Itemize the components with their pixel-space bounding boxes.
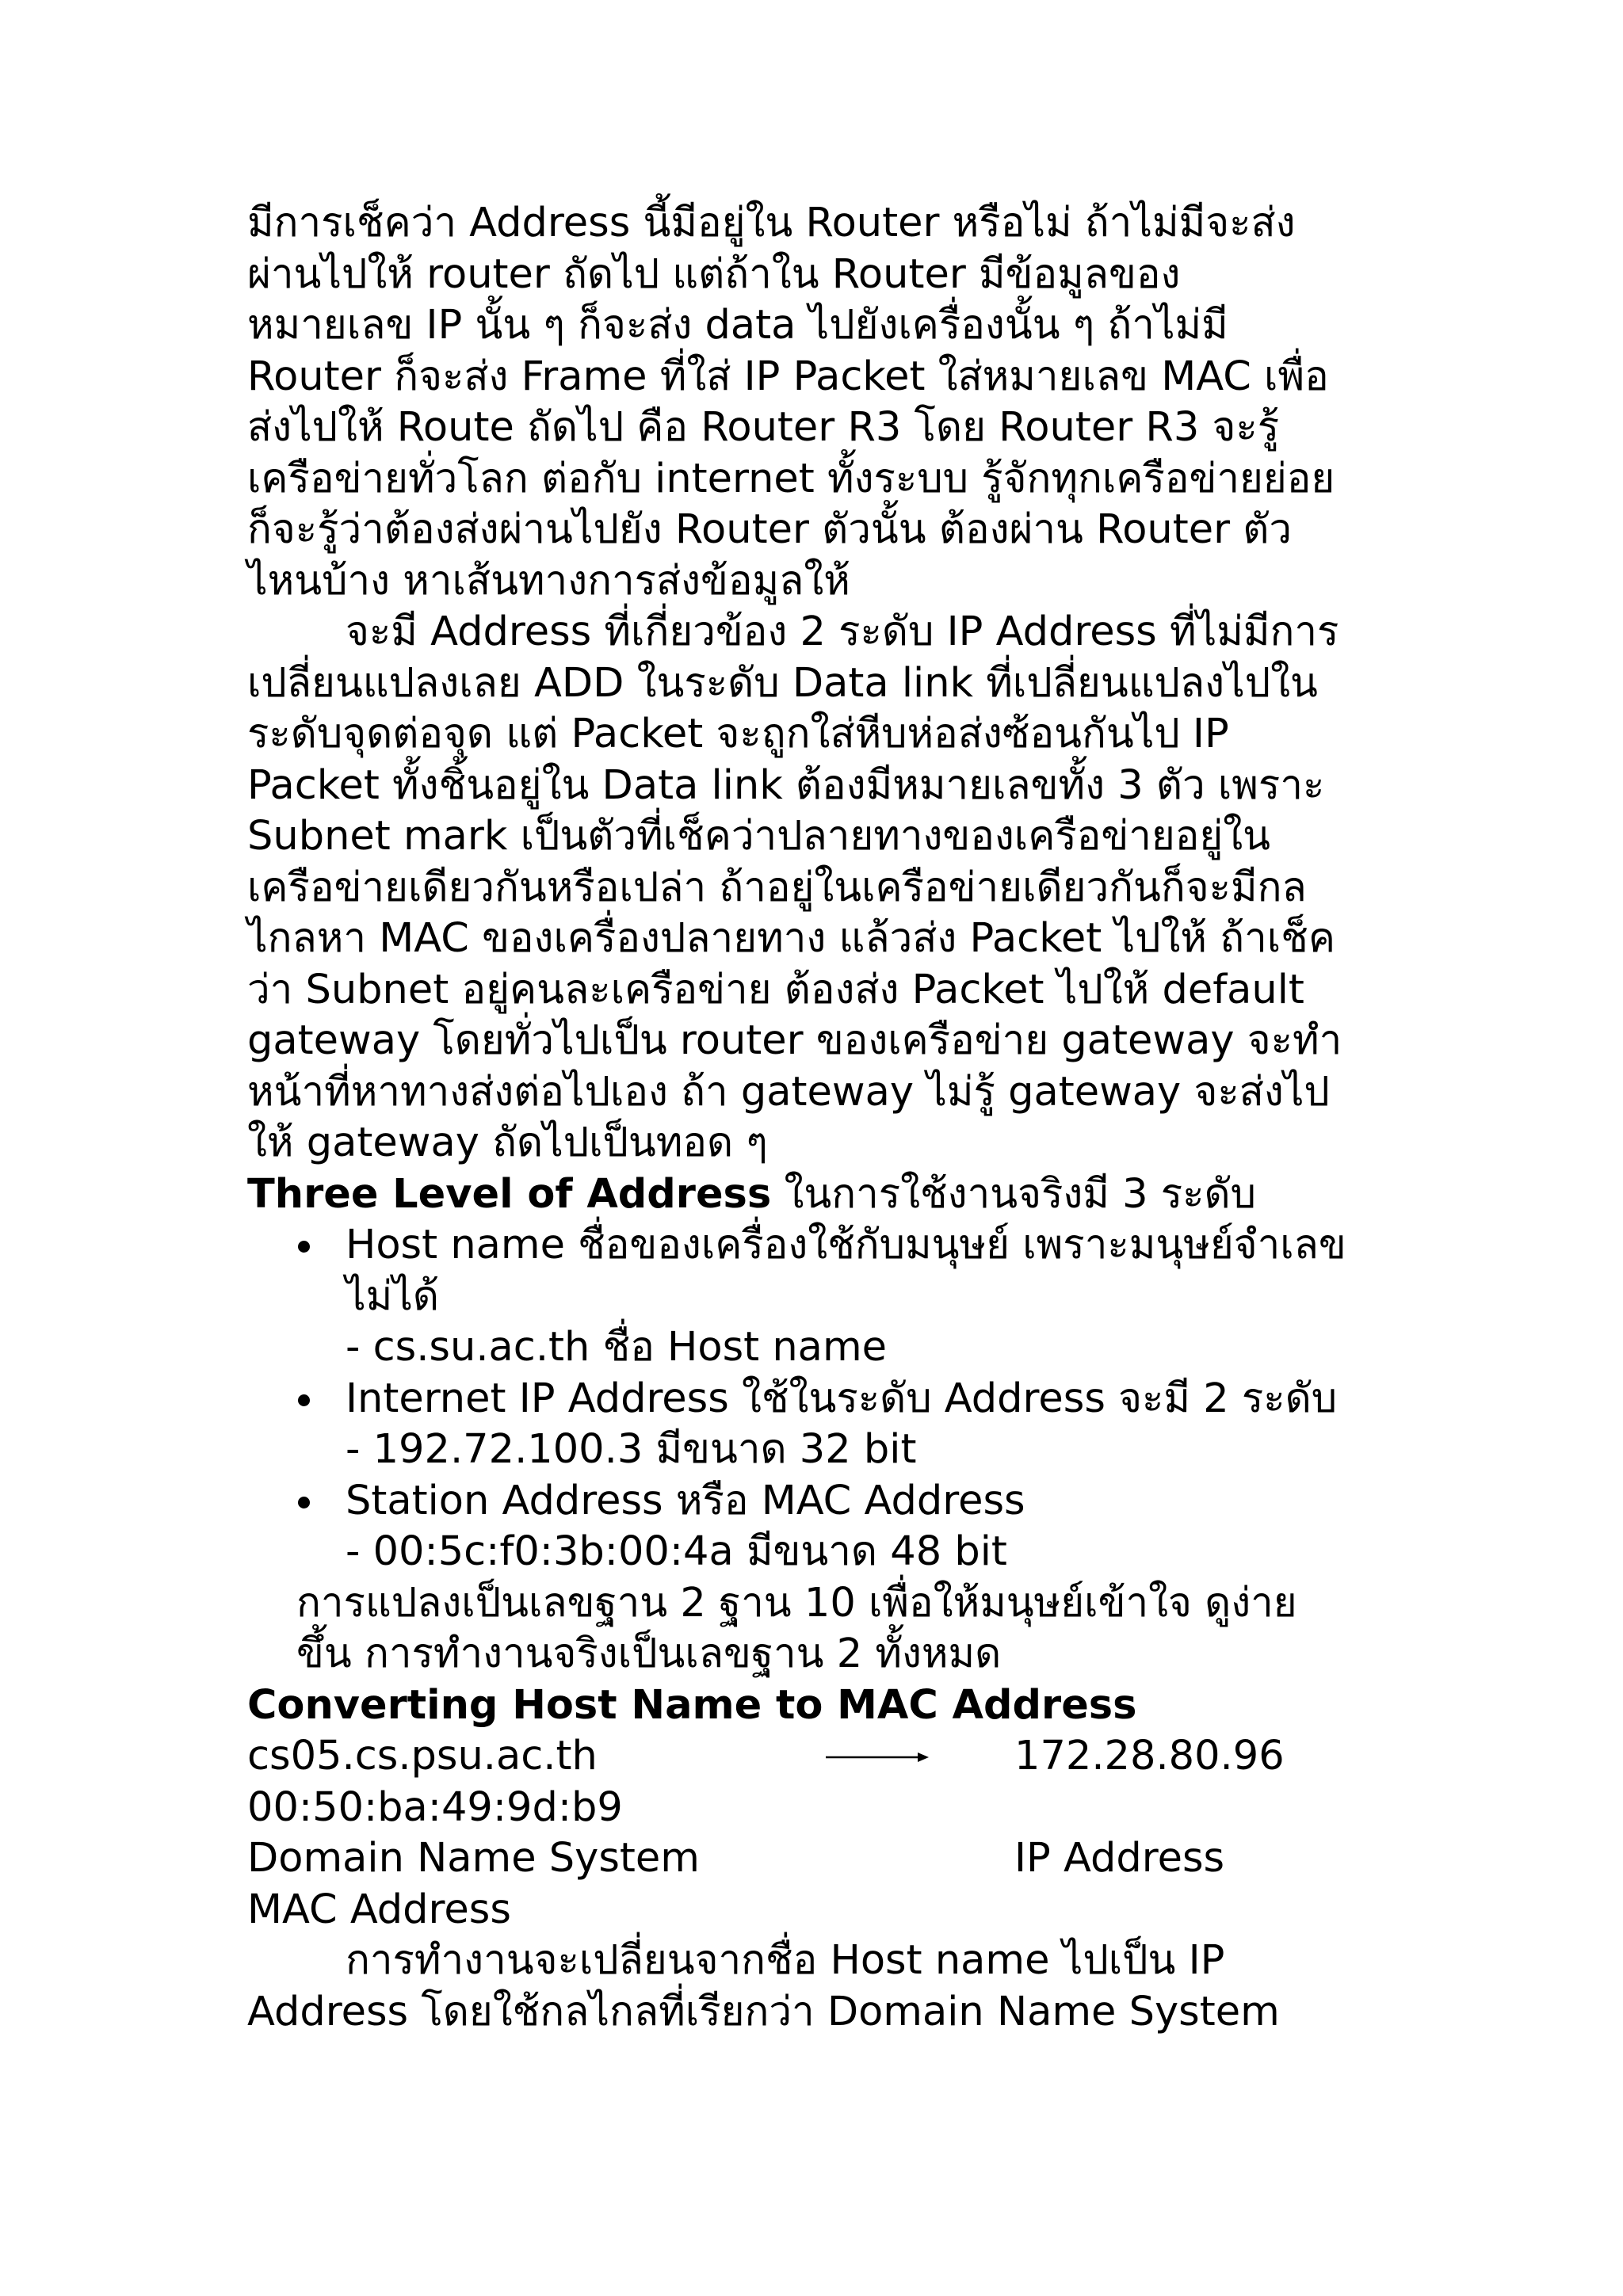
text-line: gateway โดยทั่วไปเป็น router ของเครือข่าย gateway จะทำ <box>247 1017 1342 1064</box>
section-heading-three-level <box>247 1169 1388 1221</box>
bullet-text: Host name ชื่อของเครื่องใช้กับมนุษย์ เพราะมนุษย์จำเลข <box>346 1222 1346 1268</box>
host-name-value: cs05.cs.psu.ac.th <box>247 1733 598 1779</box>
heading-bold-text: Three Level of Address <box>247 1170 772 1218</box>
bullet-line <box>247 1374 1388 1425</box>
mac-address-label: MAC Address <box>247 1886 511 1933</box>
text-line: ส่งไปให้ Route ถัดไป คือ Router R3 โดย Router R3 จะรู้ <box>247 404 1280 451</box>
mac-address-value: 00:50:ba:49:9d:b9 <box>247 1783 623 1831</box>
paragraph-routing <box>247 198 1388 607</box>
conversion-table <box>247 1731 1388 1936</box>
text-line: Address โดยใช้กลไกลที่เรียกว่า Domain Name System <box>247 1988 1280 2035</box>
arrow-right-icon <box>826 1745 929 1769</box>
bullet-line <box>247 1476 1388 1527</box>
text-line: ไกลหา MAC ของเครื่องปลายทาง แล้วส่ง Packet ไปให้ ถ้าเช็ค <box>247 915 1335 962</box>
text-line: ผ่านไปให้ router ถัดไป แต่ถ้าใน Router มีข้อมูลของ <box>247 250 1181 298</box>
bullet-text: Internet IP Address ใช้ในระดับ Address จะมี 2 ระดับ <box>346 1375 1338 1422</box>
text-line: Packet ทั้งชิ้นอยู่ใน Data link ต้องมีหมายเลขทั้ง 3 ตัว เพราะ <box>247 761 1325 809</box>
conversion-note <box>247 1578 1388 1680</box>
text-line: Router ก็จะส่ง Frame ที่ใส่ IP Packet ใส่หมายเลข MAC เพื่อ <box>247 353 1329 400</box>
bullet-example: - 00:5c:f0:3b:00:4a มีขนาด 48 bit <box>346 1528 1007 1575</box>
ip-address-value: 172.28.80.96 <box>1014 1733 1285 1779</box>
conversion-row-labels <box>247 1833 1388 1885</box>
document-body <box>247 198 1388 2038</box>
text-line: หมายเลข IP นั้น ๆ ก็จะส่ง data ไปยังเครื่องนั้น ๆ ถ้าไม่มี <box>247 302 1228 349</box>
bullet-continuation: ไม่ได้ <box>346 1272 440 1320</box>
text-line: การแปลงเป็นเลขฐาน 2 ฐาน 10 เพื่อให้มนุษย์เข้าใจ ดูง่าย <box>296 1579 1297 1627</box>
bullet-icon <box>298 1497 310 1508</box>
text-line: ก็จะรู้ว่าต้องส่งผ่านไปยัง Router ตัวนั้น ต้องผ่าน Router ตัว <box>247 506 1293 553</box>
text-line: จะมี Address ที่เกี่ยวข้อง 2 ระดับ IP Address ที่ไม่มีการ <box>346 608 1339 655</box>
bullet-icon <box>298 1394 310 1406</box>
text-line: การทำงานจะเปลี่ยนจากชื่อ Host name ไปเป็น IP <box>346 1937 1225 1984</box>
ip-address-label: IP Address <box>1014 1835 1225 1882</box>
paragraph-dns <box>247 1936 1388 2038</box>
section-heading-converting <box>247 1680 1388 1732</box>
bullet-text: Station Address หรือ MAC Address <box>346 1477 1025 1524</box>
text-line: เปลี่ยนแปลงเลย ADD ในระดับ Data link ที่เปลี่ยนแปลงไปใน <box>247 659 1318 707</box>
text-line: หน้าที่หาทางส่งต่อไปเอง ถ้า gateway ไม่รู้ gateway จะส่งไป <box>247 1068 1330 1116</box>
heading-bold-text: Converting Host Name to MAC Address <box>247 1681 1137 1729</box>
bullet-line <box>247 1220 1388 1272</box>
text-line: ให้ gateway ถัดไปเป็นทอด ๆ <box>247 1119 768 1166</box>
text-line: เครือข่ายทั่วโลก ต่อกับ internet ทั้งระบบ รู้จักทุกเครือข่ายย่อย <box>247 455 1335 502</box>
list-item-host-name <box>247 1220 1388 1374</box>
list-item-mac-address <box>247 1476 1388 1578</box>
text-line: ไหนบ้าง หาเส้นทางการส่งข้อมูลให้ <box>247 557 850 605</box>
text-line: มีการเช็คว่า Address นี้มีอยู่ใน Router หรือไม่ ถ้าไม่มีจะส่ง <box>247 200 1296 246</box>
text-line: ขึ้น การทำงานจริงเป็นเลขฐาน 2 ทั้งหมด <box>296 1630 1002 1677</box>
list-item-ip-address <box>247 1374 1388 1476</box>
dns-label: Domain Name System <box>247 1835 700 1882</box>
bullet-icon <box>298 1241 310 1253</box>
address-level-list <box>247 1220 1388 1578</box>
paragraph-address-levels <box>247 607 1388 1169</box>
text-line: เครือข่ายเดียวกันหรือเปล่า ถ้าอยู่ในเครือข่ายเดียวกันก็จะมีกล <box>247 864 1307 911</box>
conversion-row-values <box>247 1731 1388 1783</box>
bullet-example: - cs.su.ac.th ชื่อ Host name <box>346 1324 887 1371</box>
bullet-example: - 192.72.100.3 มีขนาด 32 bit <box>346 1426 917 1473</box>
text-line: Subnet mark เป็นตัวที่เช็คว่าปลายทางของเครือข่ายอยู่ใน <box>247 813 1271 860</box>
heading-rest-text: ในการใช้งานจริงมี 3 ระดับ <box>771 1170 1257 1218</box>
text-line: ระดับจุดต่อจุด แต่ Packet จะถูกใส่หีบห่อส่งซ้อนกันไป IP <box>247 711 1229 757</box>
text-line: ว่า Subnet อยู่คนละเครือข่าย ต้องส่ง Packet ไปให้ default <box>247 966 1304 1013</box>
